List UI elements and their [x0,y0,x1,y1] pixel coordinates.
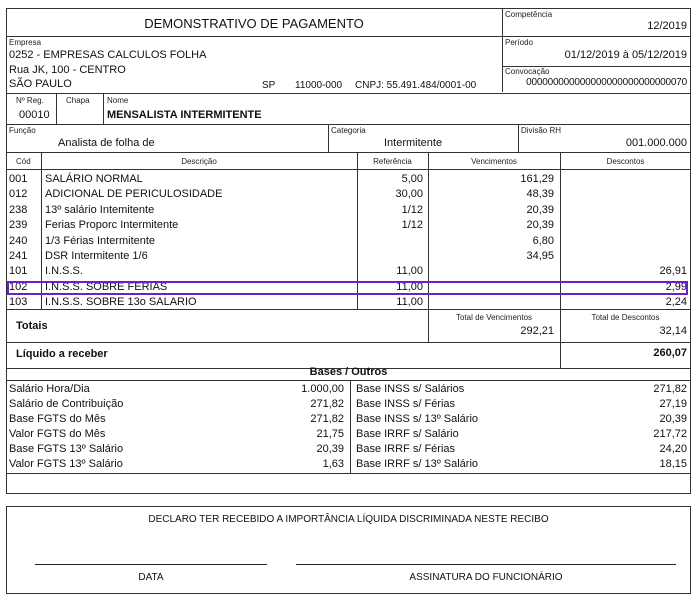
total-descontos-value: 32,14 [659,325,687,337]
base-right-value: 18,15 [659,458,687,470]
cell-cod: 101 [9,265,28,278]
table-row [6,188,691,203]
cell-referencia: 1/12 [401,203,423,216]
base-left-label: Salário de Contribuição [9,398,124,410]
liquido-value: 260,07 [653,347,687,359]
base-left-label: Base FGTS do Mês [9,413,106,425]
cell-descricao: DSR Intermitente 1/6 [45,250,148,262]
bases-title: Bases / Outros [309,366,388,378]
periodo-value: 01/12/2019 à 05/12/2019 [564,49,687,61]
assinatura-label: ASSINATURA DO FUNCIONÁRIO [409,572,563,583]
uf-value: SP [262,80,276,91]
cnpj-value: CNPJ: 55.491.484/0001-00 [355,80,477,91]
base-left-value: 1,63 [322,458,344,470]
base-right-label: Base INSS s/ 13º Salário [356,413,479,425]
cell-descricao: 1/3 Férias Intermitente [45,234,156,247]
base-right-value: 20,39 [659,413,687,425]
cell-descontos: 2,24 [665,296,687,309]
table-row [6,250,691,265]
col-header-vencimentos: Vencimentos [471,157,517,166]
row-highlight [7,281,688,295]
table-row [6,173,691,188]
cell-vencimentos: 161,29 [520,173,554,185]
cell-referencia: 11,00 [396,296,423,309]
base-right-label: Base IRRF s/ Salário [356,428,459,440]
periodo-label: Período [505,38,534,47]
base-left-label: Valor FGTS 13º Salário [9,458,123,470]
col-header-descricao: Descrição [181,157,217,166]
chapa-label: Chapa [66,96,90,105]
empresa-label: Empresa [9,38,42,47]
data-label: DATA [138,572,164,583]
cell-cod: 102 [9,280,28,293]
base-right-value: 27,19 [659,398,687,410]
cep-value: 11000-000 [295,80,343,91]
total-vencimentos-label: Total de Vencimentos [455,313,533,322]
base-right-label: Base IRRF s/ Férias [356,443,456,455]
base-left-label: Valor FGTS do Mês [9,428,106,440]
cell-descricao: SALÁRIO NORMAL [45,173,143,185]
empresa-value: 0252 - EMPRESAS CALCULOS FOLHA [9,49,207,61]
base-left-value: 20,39 [316,443,344,455]
funcao-value: Analista de folha de [58,137,155,149]
nome-label: Nome [107,96,129,105]
cell-descricao: I.N.S.S. SOBRE 13o SALARIO [45,296,197,309]
cell-descricao: I.N.S.S. SOBRE FERIAS [45,280,168,293]
base-left-value: 271,82 [310,413,344,425]
cidade-value: SÃO PAULO [9,78,72,90]
table-row [6,204,691,219]
base-right-label: Base INSS s/ Férias [356,398,456,410]
cell-descricao: I.N.S.S. [45,265,83,278]
col-header-cod: Cód [16,157,31,166]
reg-label: Nº Reg. [16,96,44,105]
categoria-label: Categoria [331,126,366,135]
table-row [6,235,691,250]
categoria-value: Intermitente [384,137,443,149]
cell-referencia: 11,00 [396,280,423,293]
cell-vencimentos: 34,95 [526,250,554,262]
convocacao-label: Convocação [505,67,550,76]
competencia-label: Competência [505,10,553,19]
cell-referencia: 1/12 [401,219,423,232]
divisao-value: 001.000.000 [625,137,687,149]
cell-referencia: 30,00 [395,188,423,201]
competencia-value: 12/2019 [647,20,687,32]
base-right-label: Base INSS s/ Salários [356,383,465,395]
cell-cod: 240 [9,234,28,247]
cell-vencimentos: 48,39 [526,188,554,201]
base-right-value: 271,82 [653,383,687,395]
total-descontos-label: Total de Descontos [591,313,660,322]
convocacao-value: 000000000000000000000000000070 [526,77,687,88]
base-left-label: Salário Hora/Dia [9,383,90,395]
cell-descricao: Ferias Proporc Intermitente [45,219,179,232]
cell-referencia: 11,00 [396,265,423,278]
cell-descontos: 2,99 [665,280,687,293]
funcao-label: Função [9,126,36,135]
cell-vencimentos: 20,39 [526,203,554,216]
base-right-label: Base IRRF s/ 13º Salário [356,458,479,470]
base-left-value: 271,82 [310,398,344,410]
total-vencimentos-value: 292,21 [520,325,554,337]
liquido-label: Líquido a receber [16,348,108,360]
table-row [6,265,691,280]
table-row [6,219,691,234]
totals-label: Totais [16,320,48,332]
base-left-value: 1.000,00 [301,383,344,395]
base-left-value: 21,75 [316,428,344,440]
cell-cod: 103 [9,296,28,309]
page-title: DEMONSTRATIVO DE PAGAMENTO [144,16,364,31]
reg-value: 00010 [19,109,50,121]
cell-vencimentos: 20,39 [526,219,554,232]
base-left-label: Base FGTS 13º Salário [9,443,124,455]
cell-cod: 012 [9,188,28,201]
base-right-value: 217,72 [653,428,687,440]
declaration-text: DECLARO TER RECEBIDO A IMPORTÂNCIA LÍQUIDA DISCRIMINADA NESTE RECIBO [148,514,549,525]
endereco-value: Rua JK, 100 - CENTRO [9,64,126,76]
cell-descricao: 13º salário Intemitente [45,203,155,216]
cell-referencia: 5,00 [401,173,423,185]
cell-cod: 238 [9,203,28,216]
cell-vencimentos: 6,80 [532,234,554,247]
col-header-descontos: Descontos [606,157,645,166]
base-right-value: 24,20 [659,443,687,455]
cell-cod: 001 [9,173,28,185]
divisao-label: Divisão RH [521,126,562,135]
col-header-referencia: Referência [373,157,412,166]
nome-value: MENSALISTA INTERMITENTE [107,109,262,121]
cell-descontos: 26,91 [659,265,687,278]
cell-cod: 241 [9,250,28,262]
cell-descricao: ADICIONAL DE PERICULOSIDADE [45,188,223,201]
cell-cod: 239 [9,219,28,232]
